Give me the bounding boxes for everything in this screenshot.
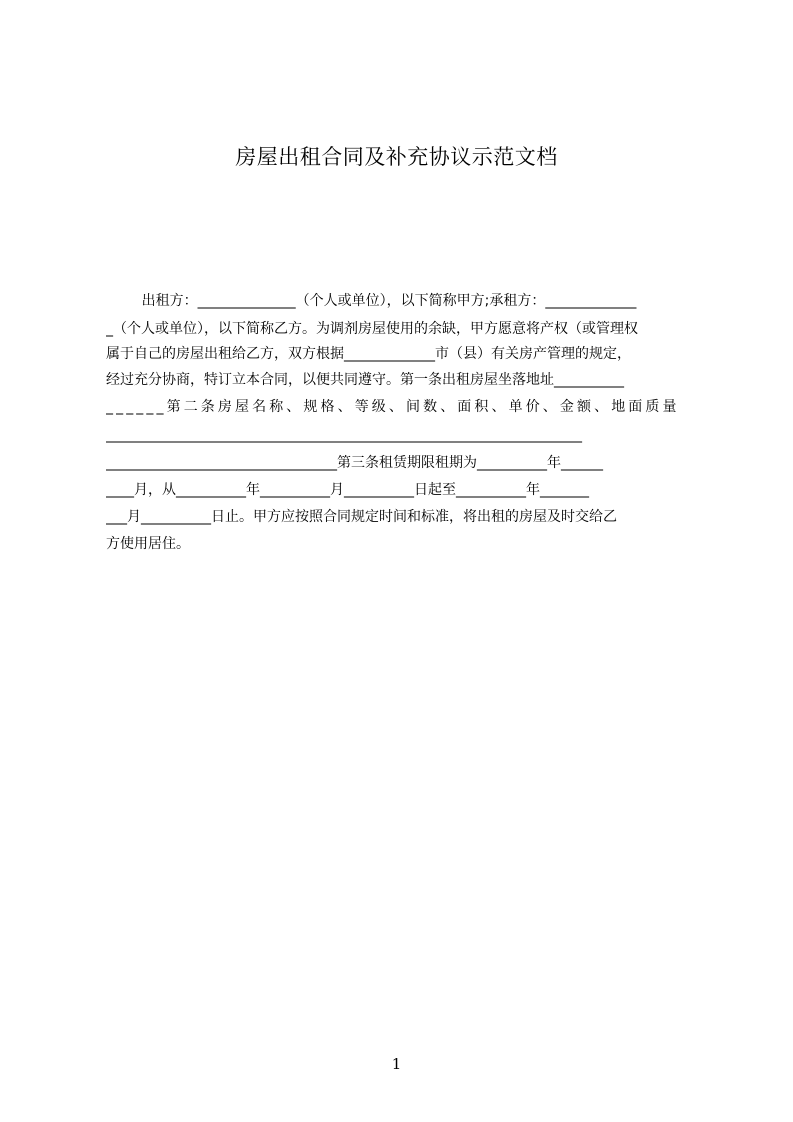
body-line-2: _（个人或单位），以下简称乙方。为调剂房屋使用的余缺，甲方愿意将产权（或管理权 xyxy=(106,321,638,337)
body-line-10: 方使用居住。 xyxy=(106,536,190,552)
body-line-1: 出租方：______________（个人或单位），以下简称甲方;承租方：_____________ xyxy=(106,293,637,309)
body-line-5: ______第二条房屋名称、规格、等级、间数、面积、单价、金额、地面质量 xyxy=(106,399,680,415)
document-title: 房屋出租合同及补充协议示范文档 xyxy=(235,145,558,169)
body-line-4: 经过充分协商，特订立本合同，以便共同遵守。第一条出租房屋坐落地址__________ xyxy=(106,372,624,388)
body-line-7: _________________________________第三条租赁期限租期为__________年______ xyxy=(106,455,603,471)
body-line-3: 属于自己的房屋出租给乙方，双方根据_____________市（县）有关房产管理的规定， xyxy=(106,346,631,362)
page-number: 1 xyxy=(391,1055,402,1073)
body-line-9: ___月__________日止。甲方应按照合同规定时间和标准，将出租的房屋及时交给乙 xyxy=(106,509,617,525)
body-line-8: ____月，从__________年__________月__________日起至__________年_______ xyxy=(106,482,589,498)
body-line-6: ____________________________________________________________________ xyxy=(106,427,582,443)
